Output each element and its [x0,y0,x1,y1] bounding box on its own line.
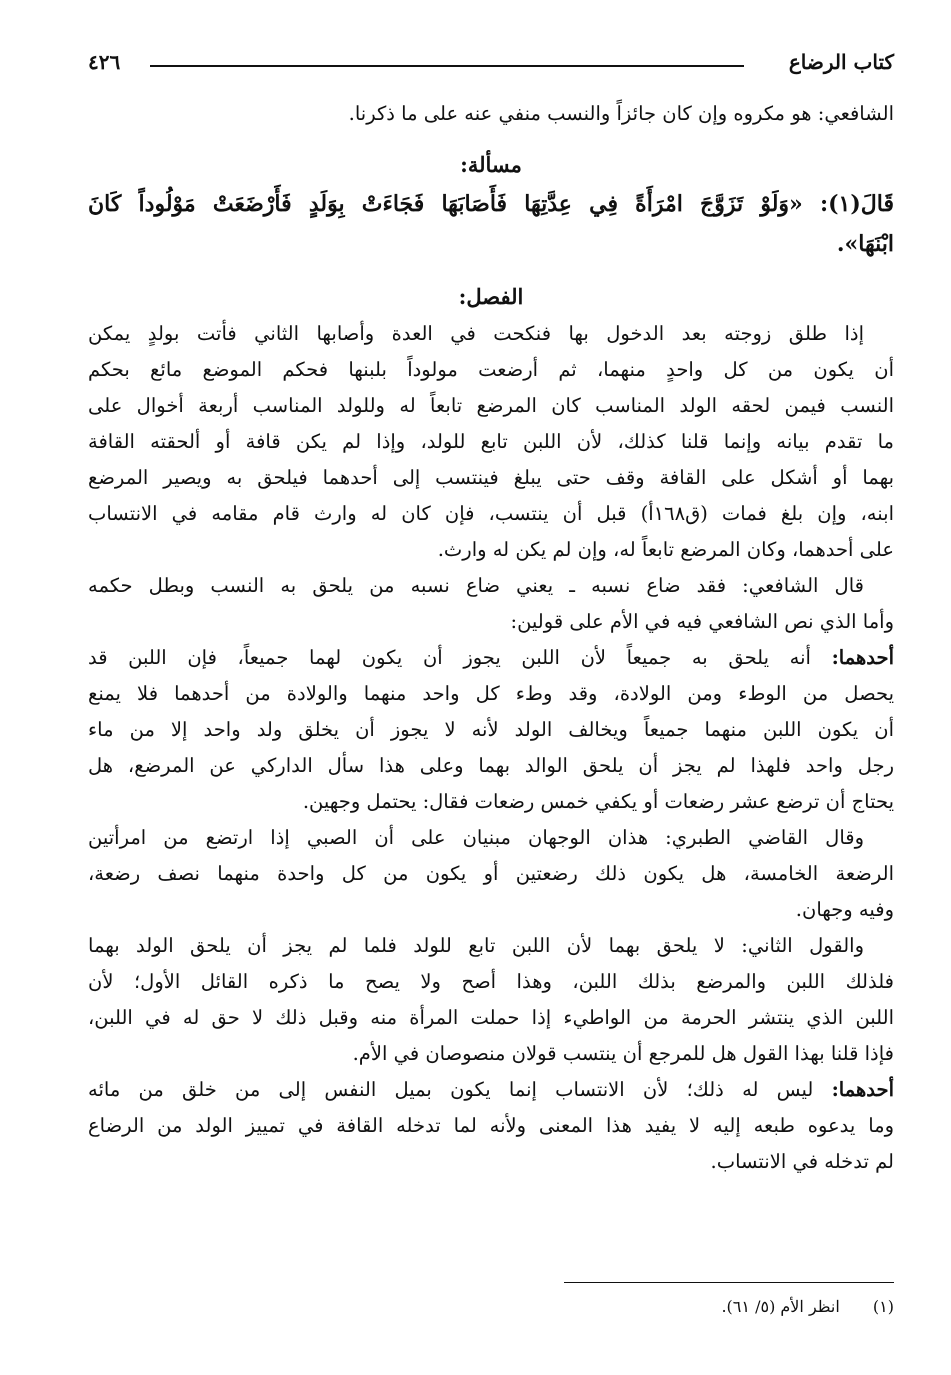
footnote-text: انظر الأم (٥/ ٦١). [721,1297,840,1316]
line-text: بهما أو أشكل على القافة وقف حتى يبلغ فينتسب إلى أحدهما فيلحق به ويصير المرضع [88,466,894,489]
line-text: وأما الذي نص الشافعي فيه في الأم على قولين: [510,610,894,633]
text-line [88,712,894,748]
text-line [88,964,894,1000]
line-text: أن يكون اللبن منهما جميعاً ويخالف الولد لأنه لا يجوز أن يخلق ولد واحد إلا من ماء [88,718,894,741]
text-line [88,784,894,820]
line-text: ما تقدم بيانه وإنما قلنا كذلك، لأن اللبن تابع للولد، وإذا لم يكن قافة أو ألحقته القافة [88,430,894,453]
text-line [88,532,894,568]
text-line [88,1000,894,1036]
text-line [88,460,894,496]
text-line [88,316,894,352]
line-text: النسب فيمن لحقه الولد المناسب كان المرضع تابعاً له وللولد المناسب أربعة أخوال على [88,394,894,417]
line-text: وقال القاضي الطبري: هذان الوجهان مبنيان على أن الصبي إذا ارتضع من امرأتين [88,826,864,849]
intro-line: الشافعي: هو مكروه وإن كان جائزاً والنسب منفي عنه على ما ذكرنا. [348,102,894,125]
line-text: يحتاج أن ترضع عشر رضعات أو يكفي خمس رضعات فقال: يحتمل وجهين. [302,790,894,813]
line-text: الرضعة الخامسة، هل يكون ذلك رضعتين أو يكون من كل واحدة منهما نصف رضعة، [88,862,894,885]
header-rule [150,65,744,67]
text-line [88,604,894,640]
paragraph [88,640,894,820]
matn-line: قَالَ(١): «وَلَوْ تَزَوَّجَ امْرَأَةً فِي عِدَّتِهَا فَأَصَابَهَا فَجَاءَتْ بِوَلَدٍ فَأَرْضَعَتْ مَوْلُوداً كَانَ [88,191,894,217]
bold-lead: أحدهما: [831,1078,894,1101]
text-line [88,748,894,784]
paragraph [88,928,894,1072]
paragraph [88,316,894,568]
masala-heading: مسألة: [460,152,522,177]
line-text: ليس له ذلك؛ لأن الانتساب إنما يكون بميل النفس إلى من خلق من مائه [88,1078,832,1101]
text-line [88,820,894,856]
line-text: ابنه، وإن بلغ فمات (ق١٦٨أ) قبل أن ينتسب، فإن كان له وارث قام مقامه في الانتساب [88,502,894,525]
line-text: اللبن الذي ينتشر الحرمة من الواطيء إذا حملت المرأة منه وقبل ذلك لا حق له في اللبن، [88,1006,894,1029]
running-header [88,50,894,84]
chapter-title: كتاب الرضاع [788,50,894,74]
line-text: والقول الثاني: لا يلحق بهما لأن اللبن تابع للولد فلما لم يجز أن يلحق الولد بهما [88,934,864,957]
commentary [88,316,894,1180]
fasl-heading: الفصل: [458,284,524,309]
matn-line: ابْنَهَا». [836,231,894,257]
bold-lead: أحدهما: [831,646,894,669]
paragraph [88,820,894,928]
line-text: قال الشافعي: فقد ضاع نسبه ـ يعني ضاع نسبه من يلحق به النسب وبطل حكمه [88,574,864,597]
text-line [88,856,894,892]
line-text: فإذا قلنا بهذا القول هل للمرجع أن ينتسب قولان منصوصان في الأم. [352,1042,894,1065]
footnote-number: (١) [872,1297,894,1316]
text-line [88,568,894,604]
line-text: وفيه وجهان. [795,898,894,921]
text-line [88,1144,894,1180]
text-line [88,352,894,388]
line-text: لم تدخله في الانتساب. [710,1150,894,1173]
text-line [88,1036,894,1072]
line-text: أنه يلحق به جميعاً لأن اللبن يجوز أن يكون لهما جميعاً، فإن اللبن قد [88,646,832,669]
footnote-rule [564,1282,894,1283]
line-text: وما يدعوه طبعه إليه لا يفيد هذا المعنى ولأنه لما تدخله القافة في تمييز الولد من الرضاع [88,1114,894,1137]
text-line [88,928,894,964]
line-text: فلذلك اللبن والمرضع بذلك اللبن، وهذا أصح ولا يصح ما ذكره القائل الأول؛ لأن [88,970,894,993]
paragraph [88,568,894,640]
text-line [88,676,894,712]
line-text: إذا طلق زوجته بعد الدخول بها فنكحت في العدة وأصابها الثاني فأتت بولدٍ يمكن [88,322,864,345]
text-line [88,1108,894,1144]
line-text: على أحدهما، وكان المرضع تابعاً له، وإن لم يكن له وارث. [437,538,894,561]
line-text: رجل واحد فلهذا لم يجز أن يلحق الوالد بهما وعلى هذا سأل الداركي عن المرضع، هل [88,754,894,777]
text-line [88,388,894,424]
footnote [721,1294,894,1320]
text-line [88,1072,894,1108]
paragraph [88,1072,894,1180]
text-line [88,892,894,928]
page-number: ٤٢٦ [88,50,121,74]
text-line [88,424,894,460]
line-text: أن يكون من كل واحدٍ منهما، ثم أرضعت مولوداً بلبنها فحكم الموضع مائع بحكم [88,358,894,381]
line-text: يحصل من الوطء ومن الولادة، وقد وطء كل واحد منهما والولادة من أحدهما فلا يمنع [88,682,894,705]
text-line [88,640,894,676]
text-line [88,496,894,532]
page-body [88,96,894,1180]
